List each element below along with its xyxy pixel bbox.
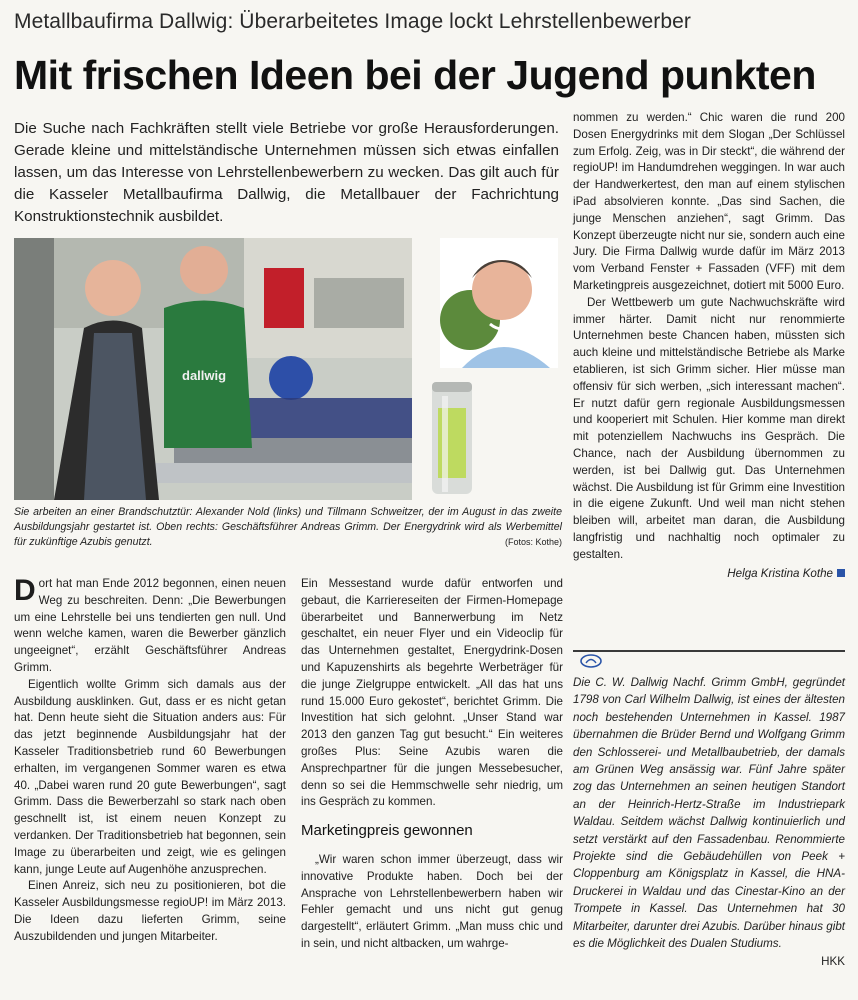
column-1 <box>14 576 286 946</box>
article-kicker: Metallbaufirma Dallwig: Überarbeitetes Image lockt Lehrstellenbewerber <box>14 10 691 33</box>
energydrink-can <box>428 378 476 498</box>
photo-credit: (Fotos: Kothe) <box>504 537 562 548</box>
info-box-rule <box>573 650 845 652</box>
paragraph: ort hat man Ende 2012 begonnen, einen neuen Weg zu beschreiten. Denn: „Die Bewerbungen um eine Lehrstelle bei uns tendierten gen null. Und wenn welche kamen, waren die Bewerber gänzlich ungeeignet“, erzählt Geschäftsführer Andreas Grimm. <box>14 577 286 674</box>
article-headline: Mit frischen Ideen bei der Jugend punkten <box>14 52 816 98</box>
shirt-logo: dallwig <box>182 368 227 383</box>
portrait-photo <box>440 238 558 368</box>
workshop-photo <box>14 238 412 500</box>
section-subhead: Marketingpreis gewonnen <box>301 822 473 840</box>
paragraph: nommen zu werden.“ Chic waren die rund 200 Dosen Energydrinks mit dem Slogan „Der Schlüssel zum Erfolg. Zeig, was in Dir steckt“, die während der regioUP! im Handumdrehen weggingen. In war auch der Handwerkertest, den man auf einem stylischen iPad absolvieren konnte. „Das sind Sachen, die junge Menschen anziehen“, sagt Grimm. Das Konzept überzeugte nicht nur sie, sondern auch eine Jury. Die Firma Dallwig wurde dafür im März 2013 vom Verband Fenster + Fassaden (VFF) mit dem Marketingpreis ausgezeichnet, dotiert mit 5000 Euro. <box>573 111 845 292</box>
end-square-icon <box>837 569 845 577</box>
photo-caption <box>14 505 562 551</box>
paragraph: „Wir waren schon immer überzeugt, dass wir innovative Produkte haben. Doch bei der Ansprache von Lehrstellenbewerbern haben wir Fehler gemacht und uns nicht gut genug dargestellt“, erläutert Grimm. „Man muss chic und in sein, und nicht altbacken, um wahrge- <box>301 852 563 950</box>
column-2 <box>301 576 563 953</box>
paragraph: Ein Messestand wurde dafür entworfen und gebaut, die Karriereseiten der Firmen-Homepage überarbeitet und Bannerwerbung im Netz geschaltet, ein neuer Flyer und ein Videoclip für das Unternehmen gestaltet, Energydrink-Dosen und Kapuzenshirts als begehrte Werbeträger für die junge Zielgruppe entwickelt. „All das hat uns rund 15.000 Euro gekostet“, berichtet Grimm. Die Investition hat sich gelohnt. „Unser Stand war 2013 den ganzen Tag gut besucht.“ Ein weiteres großes Plus: Seine Azubis waren die Ansprechpartner für die jungen Messebesucher, denn so sei die Hemmschwelle sehr niedrig, um ins Gespräch zu kommen. <box>301 577 563 809</box>
paragraph: Der Wettbewerb um gute Nachwuchskräfte wird immer härter. Damit nicht nur renommierte Unternehmen beste Chancen haben, müssten sich auch kleine und mittelständische Betriebe als Marke etablieren, ist sich Grimm sicher. Hier müsse man offensiv für sich werben, „sich interessant machen“. Er nutzt dafür gern regionale Ausbildungsmessen und kooperiert mit Schulen. Hier komme man direkt mit potenziellem Nachwuchs ins Gespräch. Die Chance, nach der Ausbildung übernommen zu werden, ist bei Dallwig gut. Das Unternehmen wächst. Die Ausbildung ist für Grimm eine Investition in die eigene Zukunft. Und weil man nicht stehen bleiben will, arbeitet man daran, die Ausbildung langfristig und nachhaltig noch optimaler zu gestalten. <box>573 295 845 561</box>
article-intro: Die Suche nach Fachkräften stellt viele Betriebe vor große Herausforderungen. Gerade kleine und mittelständische Unternehmen müssen sich etwas einfallen lassen, um das Interesse von Lehrstellenbewerbern zu wecken. Das gilt auch für die Kasseler Metallbaufirma Dallwig, die Metallbauer der Fachrichtung Konstruktionstechnik ausbildet. <box>14 120 559 225</box>
company-logo-icon <box>580 654 602 668</box>
company-info-box <box>573 674 845 970</box>
info-signature: HKK <box>821 954 845 968</box>
company-info-text: Die C. W. Dallwig Nachf. Grimm GmbH, gegründet 1798 von Carl Wilhelm Dallwig, ist eines der ältesten noch bestehenden Unternehmen in Kassel. 1987 übernahmen die Brüder Bernd und Wolfgang Grimm den Schlosserei- und Metallbaubetrieb, der damals am Grünen Weg ansässig war. Fünf Jahre später zog das Unternehmen an seinen heutigen Standort an der Heinrich-Hertz-Straße im Industriepark Waldau. Seitdem wächst Dallwig kontinuierlich und setzt verstärkt auf den Fassadenbau. Renommierte Projekte sind die Gebäudehüllen von Peek + Cloppenburg am Königsplatz in Kassel, die HNA-Druckerei in Waldau und das Cinestar-Kino an der Trompete in Kassel. Das Unternehmen hat 30 Mitarbeiter, darunter drei Azubis. Darüber hinaus gibt es die Möglichkeit des Dualen Studiums. <box>573 676 845 951</box>
paragraph: Einen Anreiz, sich neu zu positionieren, bot die Kasseler Ausbildungsmesse regioUP! im März 2013. Die Ideen dazu lieferten Grimm, seine Auszubildenden und jungen Mitarbeiter. <box>14 879 286 943</box>
dropcap: D <box>14 574 36 607</box>
author-byline <box>573 566 845 583</box>
paragraph: Eigentlich wollte Grimm sich damals aus der Ausbildung ausklinken. Gut, dass er es nicht getan hat. Denn heute sieht die Situation anders aus: Für das jetzt beginnende Ausbildungsjahr hat der Kasseler Traditionsbetrieb rund 60 Bewerbungen erhalten, im vergangenen Sommer waren es etwa 40. „Dabei waren rund 20 gute Bewerbungen“, sagt Grimm. Dass die Bewerberzahl so stark nach oben geschnellt ist, ist einem neuen Konzept zu verdanken. Der Traditionsbetrieb hat begonnen, sein Image zu überarbeiten und zeigt, wie es gelingen kann, junge Leute auf Augenhöhe anzusprechen. <box>14 677 286 876</box>
caption-text: Sie arbeiten an einer Brandschutztür: Alexander Nold (links) und Tillmann Schweitzer, der im August in das zweite Ausbildungsjahr gestartet ist. Oben rechts: Geschäftsführer Andreas Grimm. Der Energydrink wird als Werbemittel für zukünftige Azubis genutzt. <box>14 506 562 549</box>
column-3 <box>573 110 845 582</box>
author-name: Helga Kristina Kothe <box>727 566 833 580</box>
